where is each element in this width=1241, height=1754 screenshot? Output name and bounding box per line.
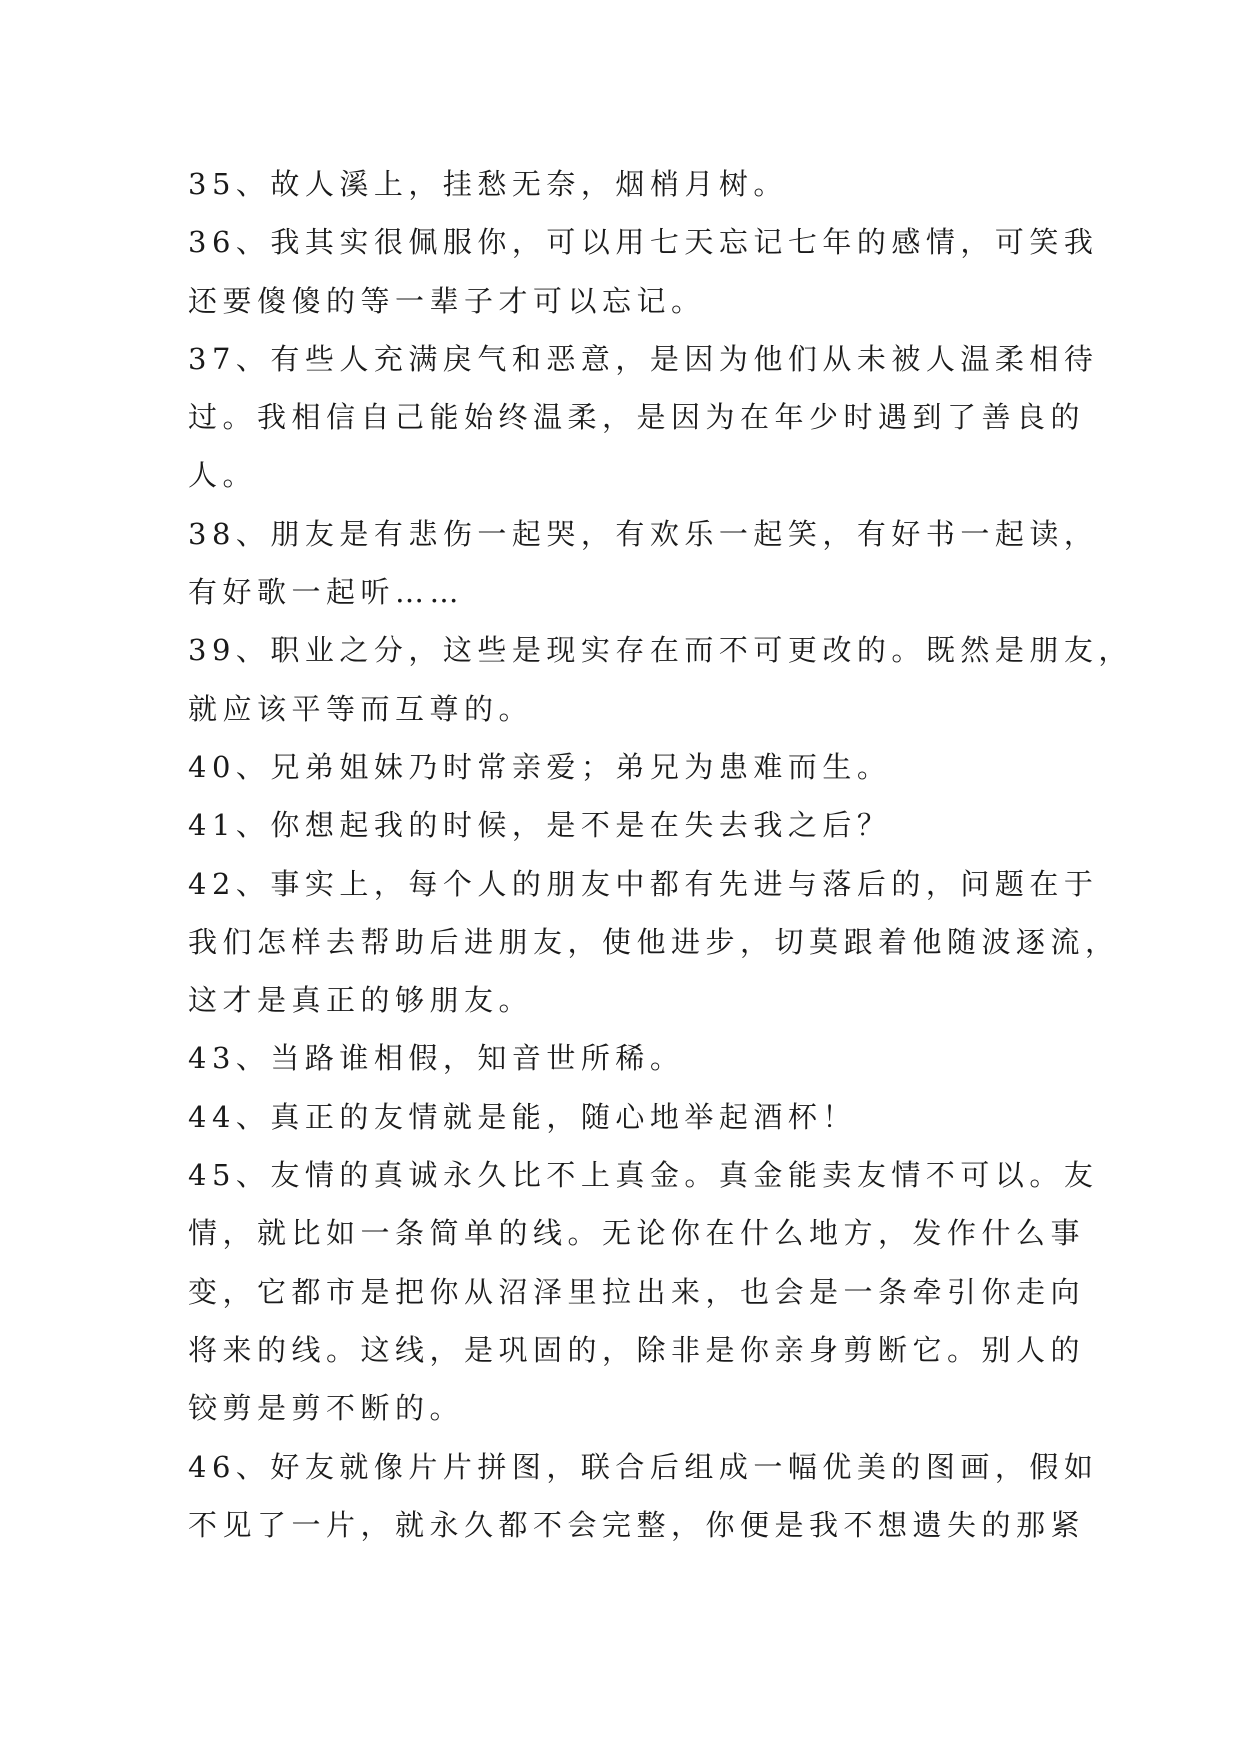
text-line: 将来的线。这线，是巩固的，除非是你亲身剪断它。别人的: [188, 1332, 1086, 1367]
text-line: 40、兄弟姐妹乃时常亲爱；弟兄为患难而生。: [188, 749, 892, 784]
entry-40: [188, 738, 1063, 796]
entry-44: [188, 1088, 1063, 1146]
text-line: 46、好友就像片片拼图，联合后组成一幅优美的图画，假如: [188, 1449, 1099, 1484]
text-line: 43、当路谁相假，知音世所稀。: [188, 1041, 685, 1076]
text-line: 37、有些人充满戾气和恶意，是因为他们从未被人温柔相待: [188, 341, 1099, 376]
entry-39: [188, 621, 1133, 738]
entry-36: [188, 213, 1099, 330]
text-line: 35、故人溪上，挂愁无奈，烟梢月树。: [188, 167, 788, 201]
entry-35: [188, 155, 1063, 213]
text-line: 我们怎样去帮助后进朋友，使他进步，切莫跟着他随波逐流，: [188, 924, 1120, 959]
entry-43: [188, 1029, 1063, 1087]
text-line: 变，它都市是把你从沼泽里拉出来，也会是一条牵引你走向: [188, 1274, 1086, 1309]
entry-41: [188, 796, 1063, 854]
text-line: 这才是真正的够朋友。: [188, 983, 534, 1018]
text-line: 41、你想起我的时候，是不是在失去我之后？: [188, 808, 892, 843]
text-line: 38、朋友是有悲伤一起哭，有欢乐一起笑，有好书一起读，: [188, 516, 1099, 551]
entry-42: [188, 855, 1120, 1030]
text-line: 44、真正的友情就是能，随心地举起酒杯！: [188, 1099, 857, 1134]
text-line: 有好歌一起听……: [188, 575, 465, 610]
entry-38: [188, 505, 1099, 622]
text-line: 就应该平等而互尊的。: [188, 691, 534, 726]
text-line: 情，就比如一条简单的线。无论你在什么地方，发作什么事: [188, 1216, 1086, 1251]
text-line: 过。我相信自己能始终温柔，是因为在年少时遇到了善良的: [188, 400, 1086, 435]
text-line: 36、我其实很佩服你，可以用七天忘记七年的感情，可笑我: [188, 225, 1099, 260]
text-line: 45、友情的真诚永久比不上真金。真金能卖友情不可以。友: [188, 1158, 1099, 1193]
entry-37: [188, 330, 1099, 505]
document-body: [188, 155, 1133, 1554]
text-line: 还要傻傻的等一辈子才可以忘记。: [188, 283, 706, 318]
text-line: 不见了一片，就永久都不会完整，你便是我不想遗失的那紧: [188, 1507, 1086, 1542]
text-line: 铰剪是剪不断的。: [188, 1391, 465, 1426]
entry-46: [188, 1438, 1099, 1555]
text-line: 42、事实上，每个人的朋友中都有先进与落后的，问题在于: [188, 866, 1099, 901]
text-line: 39、职业之分，这些是现实存在而不可更改的。既然是朋友，: [188, 633, 1133, 668]
entry-45: [188, 1146, 1099, 1437]
text-line: 人。: [188, 458, 258, 493]
